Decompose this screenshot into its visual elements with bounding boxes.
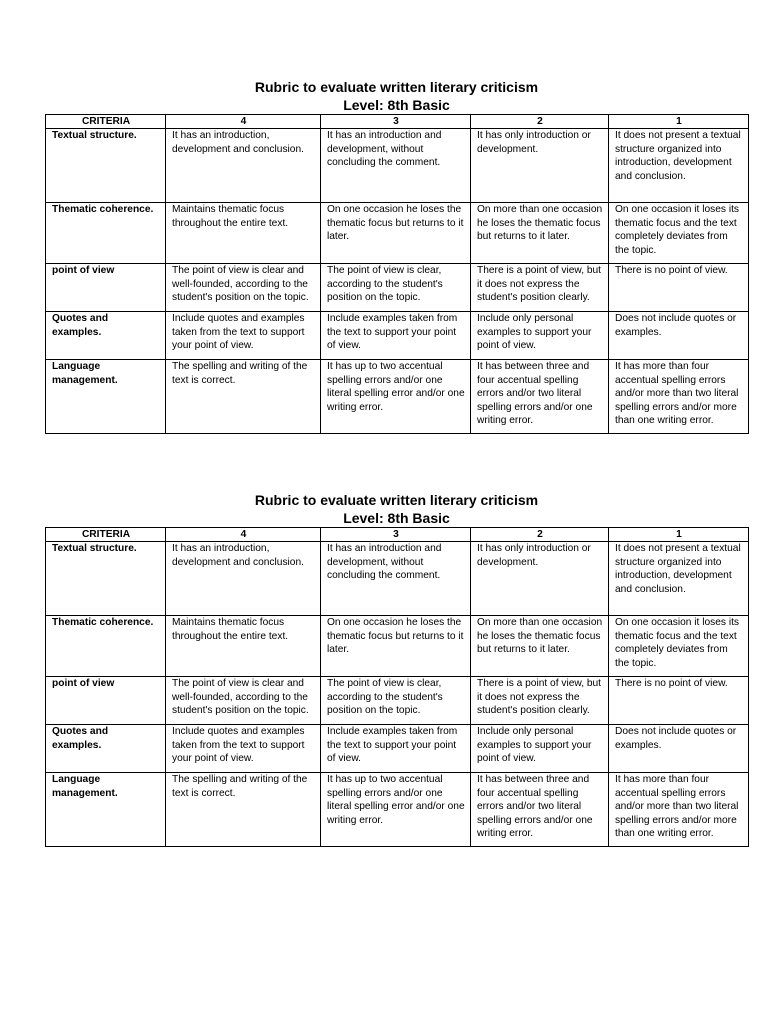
score-2-cell: It has only introduction or development. <box>471 542 609 616</box>
criteria-cell: Quotes and examples. <box>46 725 166 773</box>
header-score-4: 4 <box>166 528 321 542</box>
score-2-cell: Include only personal examples to support your point of view. <box>471 725 609 773</box>
score-3-cell: It has an introduction and development, without concluding the comment. <box>321 542 471 616</box>
table-row <box>46 203 749 264</box>
criteria-cell: Thematic coherence. <box>46 616 166 677</box>
score-4-cell: The spelling and writing of the text is correct. <box>166 773 321 847</box>
header-criteria: CRITERIA <box>46 115 166 129</box>
score-3-cell: It has an introduction and development, without concluding the comment. <box>321 129 471 203</box>
rubric-table <box>45 527 749 847</box>
score-4-cell: The point of view is clear and well-founded, according to the student's position on the topic. <box>166 677 321 725</box>
criteria-cell: Textual structure. <box>46 542 166 616</box>
table-row <box>46 677 749 725</box>
score-2-cell: It has between three and four accentual spelling errors and/or two literal spelling errors and/or one writing error. <box>471 360 609 434</box>
rubric-table <box>45 114 749 434</box>
score-3-cell: On one occasion he loses the thematic focus but returns to it later. <box>321 203 471 264</box>
score-2-cell: Include only personal examples to support your point of view. <box>471 312 609 360</box>
criteria-cell: Thematic coherence. <box>46 203 166 264</box>
criteria-cell: Language management. <box>46 360 166 434</box>
table-row <box>46 264 749 312</box>
score-3-cell: On one occasion he loses the thematic focus but returns to it later. <box>321 616 471 677</box>
score-1-cell: On one occasion it loses its thematic focus and the text completely deviates from the topic. <box>609 203 749 264</box>
score-4-cell: Include quotes and examples taken from the text to support your point of view. <box>166 312 321 360</box>
score-1-cell: It does not present a textual structure organized into introduction, development and conclusion. <box>609 542 749 616</box>
rubric-level: Level: 8th Basic <box>343 510 450 526</box>
rubric-level: Level: 8th Basic <box>343 97 450 113</box>
score-1-cell: Does not include quotes or examples. <box>609 312 749 360</box>
criteria-cell: Quotes and examples. <box>46 312 166 360</box>
header-criteria: CRITERIA <box>46 528 166 542</box>
header-score-3: 3 <box>321 528 471 542</box>
rubric-title: Rubric to evaluate written literary criticism <box>254 492 539 508</box>
score-4-cell: Maintains thematic focus throughout the entire text. <box>166 616 321 677</box>
score-4-cell: Include quotes and examples taken from the text to support your point of view. <box>166 725 321 773</box>
rubric-block-1 <box>45 78 748 434</box>
score-4-cell: The point of view is clear and well-founded, according to the student's position on the topic. <box>166 264 321 312</box>
table-row <box>46 360 749 434</box>
header-score-4: 4 <box>166 115 321 129</box>
criteria-cell: point of view <box>46 264 166 312</box>
rubric-block-2 <box>45 491 748 847</box>
rubric-title: Rubric to evaluate written literary criticism <box>254 79 539 95</box>
score-2-cell: There is a point of view, but it does not express the student's position clearly. <box>471 677 609 725</box>
score-2-cell: It has only introduction or development. <box>471 129 609 203</box>
score-3-cell: The point of view is clear, according to the student's position on the topic. <box>321 677 471 725</box>
criteria-cell: Language management. <box>46 773 166 847</box>
score-1-cell: Does not include quotes or examples. <box>609 725 749 773</box>
table-row <box>46 312 749 360</box>
table-row <box>46 725 749 773</box>
score-3-cell: Include examples taken from the text to support your point of view. <box>321 312 471 360</box>
score-2-cell: It has between three and four accentual spelling errors and/or two literal spelling errors and/or one writing error. <box>471 773 609 847</box>
score-4-cell: Maintains thematic focus throughout the entire text. <box>166 203 321 264</box>
score-3-cell: Include examples taken from the text to support your point of view. <box>321 725 471 773</box>
score-1-cell: There is no point of view. <box>609 677 749 725</box>
table-row <box>46 542 749 616</box>
score-1-cell: It does not present a textual structure organized into introduction, development and conclusion. <box>609 129 749 203</box>
score-2-cell: On more than one occasion he loses the thematic focus but returns to it later. <box>471 203 609 264</box>
score-1-cell: On one occasion it loses its thematic focus and the text completely deviates from the topic. <box>609 616 749 677</box>
criteria-cell: point of view <box>46 677 166 725</box>
header-score-1: 1 <box>609 115 749 129</box>
score-1-cell: There is no point of view. <box>609 264 749 312</box>
score-1-cell: It has more than four accentual spelling errors and/or more than two literal spelling errors and/or more than one writing error. <box>609 773 749 847</box>
criteria-cell: Textual structure. <box>46 129 166 203</box>
table-row <box>46 773 749 847</box>
score-1-cell: It has more than four accentual spelling errors and/or more than two literal spelling errors and/or more than one writing error. <box>609 360 749 434</box>
table-row <box>46 129 749 203</box>
score-2-cell: There is a point of view, but it does not express the student's position clearly. <box>471 264 609 312</box>
score-3-cell: The point of view is clear, according to the student's position on the topic. <box>321 264 471 312</box>
score-4-cell: It has an introduction, development and conclusion. <box>166 129 321 203</box>
score-3-cell: It has up to two accentual spelling errors and/or one literal spelling error and/or one writing error. <box>321 773 471 847</box>
header-score-2: 2 <box>471 528 609 542</box>
table-row <box>46 616 749 677</box>
score-2-cell: On more than one occasion he loses the thematic focus but returns to it later. <box>471 616 609 677</box>
score-4-cell: It has an introduction, development and conclusion. <box>166 542 321 616</box>
score-3-cell: It has up to two accentual spelling errors and/or one literal spelling error and/or one writing error. <box>321 360 471 434</box>
table-header-row <box>46 115 749 129</box>
score-4-cell: The spelling and writing of the text is correct. <box>166 360 321 434</box>
header-score-3: 3 <box>321 115 471 129</box>
header-score-2: 2 <box>471 115 609 129</box>
header-score-1: 1 <box>609 528 749 542</box>
table-header-row <box>46 528 749 542</box>
